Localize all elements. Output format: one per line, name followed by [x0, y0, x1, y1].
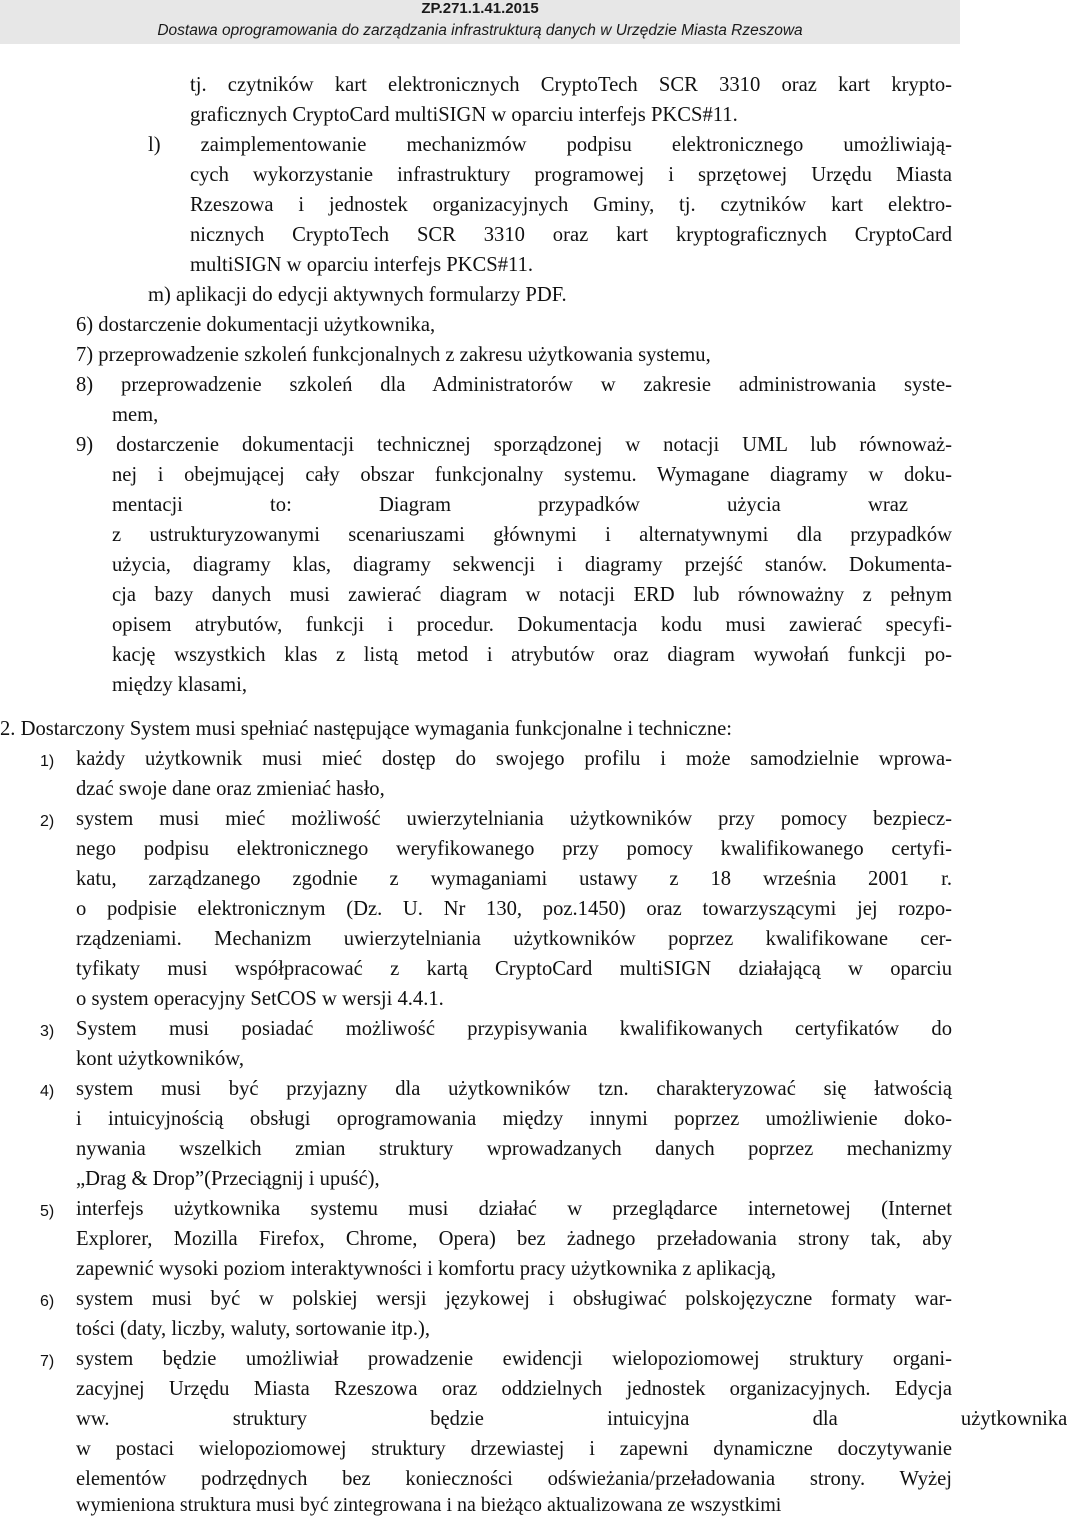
- text-line: mem,: [112, 404, 159, 426]
- text-line: 9) dostarczenie dokumentacji technicznej sporządzonej w notacji UML lub równoważ-: [76, 434, 952, 456]
- text-line: 8) przeprowadzenie szkoleń dla Administratorów w zakresie administrowania syste-: [76, 374, 952, 396]
- text-line: zacyjnej Urzędu Miasta Rzeszowa oraz oddzielnych jednostek organizacyjnych. Edycja: [76, 1378, 952, 1400]
- text-line: nej i obejmującej cały obszar funkcjonalny systemu. Wymagane diagramy w doku-: [112, 464, 952, 486]
- text-line: system musi być przyjazny dla użytkowników tzn. charakteryzować się łatwością: [76, 1078, 952, 1100]
- text-line: zapewnić wysoki poziom interaktywności i komfortu pracy użytkownika z aplikacją,: [76, 1258, 776, 1280]
- text-line: rządzeniami. Mechanizm uwierzytelniania użytkowników poprzez kwalifikowane cer-: [76, 928, 952, 950]
- text-line: cych wykorzystanie infrastruktury programowej i sprzętowej Urzędu Miasta: [190, 164, 952, 186]
- text-line: system musi mieć możliwość uwierzytelniania użytkowników przy pomocy bezpiecz-: [76, 808, 952, 830]
- text-line: katu, zarządzanego zgodnie z wymaganiami ustawy z 18 września 2001 r.: [76, 868, 952, 890]
- text-line: tj. czytników kart elektronicznych CryptoTech SCR 3310 oraz kart krypto-: [190, 74, 952, 96]
- text-line: nicznych CryptoTech SCR 3310 oraz kart kryptograficznych CryptoCard: [190, 224, 952, 246]
- text-line: „Drag & Drop”(Przeciągnij i upuść),: [76, 1168, 380, 1190]
- text-line: System musi posiadać możliwość przypisywania kwalifikowanych certyfikatów do: [76, 1018, 952, 1040]
- document-subtitle: Dostawa oprogramowania do zarządzania infrastrukturą danych w Urzędzie Miasta Rzeszowa: [157, 22, 803, 39]
- text-line: między klasami,: [112, 674, 247, 696]
- text-line: interfejs użytkownika systemu musi działać w przeglądarce internetowej (Internet: [76, 1198, 952, 1220]
- text-line: opisem atrybutów, funkcji i procedur. Dokumentacja kodu musi zawierać specyfi-: [112, 614, 952, 636]
- text-line: kację wszystkich klas z listą metod i atrybutów oraz diagram wywołań funkcji po-: [112, 644, 952, 666]
- text-line: 6) dostarczenie dokumentacji użytkownika,: [76, 314, 436, 336]
- text-line: nego podpisu elektronicznego weryfikowanego przy pomocy kwalifikowanego certyfi-: [76, 838, 952, 860]
- text-line: dzać swoje dane oraz zmieniać hasło,: [76, 778, 385, 800]
- text-line: 7) przeprowadzenie szkoleń funkcjonalnych z zakresu użytkowania systemu,: [76, 344, 711, 366]
- text-line: kont użytkowników,: [76, 1048, 244, 1070]
- text-line: tości (daty, liczby, waluty, sortowanie itp.),: [76, 1318, 431, 1340]
- list-number: 6): [40, 1293, 55, 1310]
- text-line: każdy użytkownik musi mieć dostęp do swojego profilu i może samodzielnie wprowa-: [76, 748, 952, 770]
- document-reference: ZP.271.1.41.2015: [421, 0, 539, 17]
- list-number: 7): [40, 1353, 55, 1370]
- list-number: 5): [40, 1203, 55, 1220]
- text-line: system będzie umożliwiał prowadzenie ewidencji wielopoziomowej struktury organi-: [76, 1348, 952, 1370]
- section-heading: 2. Dostarczony System musi spełniać następujące wymagania funkcjonalne i techniczne:: [0, 718, 732, 740]
- text-line: m) aplikacji do edycji aktywnych formularzy PDF.: [148, 284, 567, 306]
- text-line: w postaci wielopoziomowej struktury drzewiastej i zapewni dynamiczne doczytywanie: [76, 1438, 952, 1460]
- text-line: elementów podrzędnych bez konieczności odświeżania/przeładowania strony. Wyżej: [76, 1468, 952, 1490]
- list-number: 1): [40, 753, 55, 770]
- text-line: o podpisie elektronicznym (Dz. U. Nr 130, poz.1450) oraz towarzyszącymi jej rozpo-: [76, 898, 952, 920]
- text-line: tyfikaty musi współpracować z kartą CryptoCard multiSIGN działającą w oparciu: [76, 958, 952, 980]
- text-line: graficznych CryptoCard multiSIGN w oparciu interfejs PKCS#11.: [190, 104, 738, 126]
- text-line: cja bazy danych musi zawierać diagram w notacji ERD lub równoważny z pełnym: [112, 584, 952, 606]
- text-line: mentacji to: Diagram przypadków użycia wraz: [112, 494, 908, 516]
- text-line: z ustrukturyzowanymi scenariuszami głównymi i alternatywnymi dla przypadków: [112, 524, 952, 546]
- text-line: o system operacyjny SetCOS w wersji 4.4.1.: [76, 988, 444, 1010]
- text-line: Explorer, Mozilla Firefox, Chrome, Opera) bez żadnego przeładowania strony tak, aby: [76, 1228, 952, 1250]
- text-line: Rzeszowa i jednostek organizacyjnych Gminy, tj. czytników kart elektro-: [190, 194, 952, 216]
- text-line: nywania wszelkich zmian struktury wprowadzanych danych poprzez mechanizmy: [76, 1138, 952, 1160]
- text-line: l) zaimplementowanie mechanizmów podpisu elektronicznego umożliwiają-: [148, 134, 952, 156]
- list-number: 3): [40, 1023, 55, 1040]
- text-line: multiSIGN w oparciu interfejs PKCS#11.: [190, 254, 534, 276]
- text-line: użycia, diagramy klas, diagramy sekwencji i diagramy przejść stanów. Dokumenta-: [112, 554, 952, 576]
- text-line: system musi być w polskiej wersji językowej i obsługiwać polskojęzyczne formaty war-: [76, 1288, 952, 1310]
- page-header: [0, 0, 960, 44]
- text-line: wymieniona struktura musi być zintegrowana i na bieżąco aktualizowana ze wszystkimi: [76, 1494, 782, 1516]
- list-number: 4): [40, 1083, 55, 1100]
- text-line: ww. struktury będzie intuicyjna dla użytkownika: [76, 1408, 1067, 1430]
- text-line: i intuicyjnością obsługi oprogramowania między innymi poprzez umożliwienie doko-: [76, 1108, 952, 1130]
- list-number: 2): [40, 813, 55, 830]
